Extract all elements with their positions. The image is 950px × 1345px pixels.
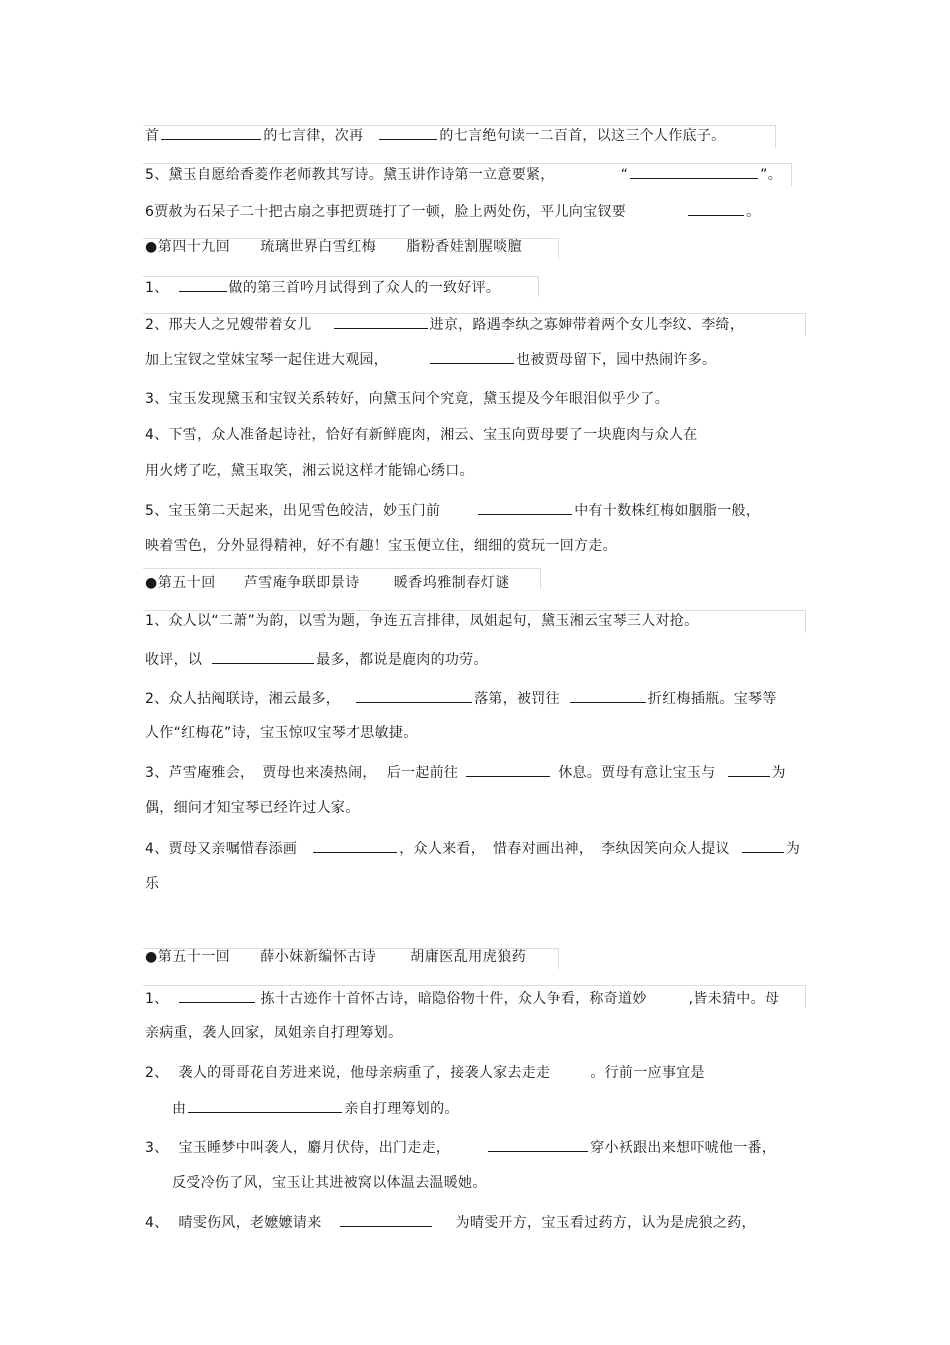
text-line xyxy=(145,722,418,744)
line-text: 反受冷伤了风，宝玉让其进被窝以体温去温暖她。 xyxy=(172,1175,487,1191)
fill-blank[interactable] xyxy=(188,1097,342,1113)
text-line xyxy=(145,200,760,222)
line-text: “ xyxy=(620,167,629,183)
line-text: 进京，路遇李纨之寡婶带着两个女儿李纹、李绮， xyxy=(429,317,745,333)
fill-blank[interactable] xyxy=(334,313,428,329)
fill-blank[interactable] xyxy=(356,687,472,703)
fill-blank[interactable] xyxy=(466,761,550,777)
line-text: 1、 xyxy=(145,991,169,1007)
line-text: 映着雪色，分外显得精神，好不有趣！宝玉便立住，细细的赏玩一回方走。 xyxy=(145,538,617,554)
line-text: 折红梅插瓶。宝琴等 xyxy=(647,691,777,707)
chapter-title: 胡庸医乱用虎狼药 xyxy=(410,949,527,965)
fill-blank[interactable] xyxy=(478,499,572,515)
chapter-number: ●第四十九回 xyxy=(145,239,231,255)
text-line xyxy=(145,313,744,335)
text-line xyxy=(172,1097,459,1119)
line-text: 1、众人以“二萧”为韵，以雪为题，争连五言排律，凤姐起句，黛玉湘云宝琴三人对抢。 xyxy=(145,613,699,629)
line-text: ，众人来看， xyxy=(399,841,486,857)
text-line xyxy=(145,499,760,521)
text-line xyxy=(145,276,500,298)
line-text: 首 xyxy=(145,128,160,144)
text-line xyxy=(145,610,698,632)
line-text: 为 xyxy=(771,765,786,781)
line-text: 拣十古迹作十首怀古诗，暗隐俗物十件，众人争看，称奇道妙 xyxy=(260,991,647,1007)
text-line xyxy=(145,388,669,410)
line-text: 5、宝玉第二天起来，出见雪色皎洁，妙玉门前 xyxy=(145,503,441,519)
line-text: 为晴雯开方，宝玉看过药方，认为是虎狼之药， xyxy=(455,1215,756,1231)
text-line xyxy=(145,1062,705,1084)
line-text: 最多，都说是鹿肉的功劳。 xyxy=(316,652,488,668)
text-line xyxy=(145,424,698,446)
line-text: 5、黛玉自愿给香菱作老师教其写诗。黛玉讲作诗第一立意要紧， xyxy=(145,167,555,183)
line-text: 3、 xyxy=(145,1140,169,1156)
fill-blank[interactable] xyxy=(313,837,397,853)
line-text: 4、下雪，众人准备起诗社，恰好有新鲜鹿肉，湘云、宝玉向贾母要了一块鹿肉与众人在 xyxy=(145,427,698,443)
line-text: 后一起前往 xyxy=(386,765,459,781)
fill-blank[interactable] xyxy=(340,1211,432,1227)
line-text: 亲病重，袭人回家，凤姐亲自打理筹划。 xyxy=(145,1025,403,1041)
line-text: 4、贾母又亲嘱惜春添画 xyxy=(145,841,298,857)
fill-blank[interactable] xyxy=(630,163,758,179)
line-text: 3、芦雪庵雅会， xyxy=(145,765,255,781)
line-text: 2、邢夫人之兄嫂带着女儿 xyxy=(145,317,312,333)
text-line xyxy=(145,1022,402,1044)
line-text: 。 xyxy=(746,204,761,220)
line-text: 也被贾母留下，园中热闹许多。 xyxy=(516,352,717,368)
line-text: 的七言律，次再 xyxy=(263,128,364,144)
line-text: 人作“红梅花”诗，宝玉惊叹宝琴才思敏捷。 xyxy=(145,725,418,741)
text-line xyxy=(145,797,360,819)
fill-blank[interactable] xyxy=(379,124,437,140)
line-text: 惜春对画出神， xyxy=(493,841,594,857)
text-line xyxy=(172,1172,487,1194)
fill-blank[interactable] xyxy=(179,276,227,292)
line-text: 落第，被罚往 xyxy=(474,691,560,707)
text-line xyxy=(145,1211,756,1233)
text-line xyxy=(145,987,779,1009)
chapter-number: ●第五十一回 xyxy=(145,949,231,965)
fill-blank[interactable] xyxy=(742,837,784,853)
chapter-title: 脂粉香娃割腥啖膻 xyxy=(406,239,523,255)
line-text: 2、 xyxy=(145,1065,169,1081)
fill-blank[interactable] xyxy=(161,124,261,140)
line-text: 由 xyxy=(172,1101,187,1117)
line-text: 做的第三首吟月试得到了众人的一致好评。 xyxy=(228,280,501,296)
line-text: 加上宝钗之堂妹宝琴一起住进大观园， xyxy=(145,352,389,368)
text-line xyxy=(145,837,800,859)
text-line xyxy=(145,873,159,895)
line-text: ,皆未猜中。母 xyxy=(688,991,780,1007)
chapter-heading xyxy=(145,572,510,594)
chapter-heading xyxy=(145,236,522,258)
line-text: 收评，以 xyxy=(145,652,203,668)
line-text: 乐 xyxy=(145,876,160,892)
line-text: 中有十数株红梅如胭脂一般， xyxy=(574,503,761,519)
line-text: 宝玉睡梦中叫袭人，麝月伏侍，出门走走， xyxy=(178,1140,451,1156)
chapter-title: 琉璃世界白雪红梅 xyxy=(260,239,377,255)
line-text: 晴雯伤风，老嬷嬷请来 xyxy=(178,1215,322,1231)
line-text: 袭人的哥哥花自芳进来说，他母亲病重了，接袭人家去走走 xyxy=(178,1065,551,1081)
fill-blank[interactable] xyxy=(570,687,646,703)
line-text: 休息。贾母有意让宝玉与 xyxy=(558,765,716,781)
fill-blank[interactable] xyxy=(179,987,255,1003)
line-text: 4、 xyxy=(145,1215,169,1231)
text-line xyxy=(145,163,782,185)
chapter-title: 芦雪庵争联即景诗 xyxy=(243,575,360,591)
text-line xyxy=(145,761,786,783)
line-text: 的七言绝句读一二百首，以这三个人作底子。 xyxy=(439,128,726,144)
text-line xyxy=(145,687,777,709)
fill-blank[interactable] xyxy=(488,1136,588,1152)
line-text: 李纨因笑向众人提议 xyxy=(601,841,730,857)
text-line xyxy=(145,535,617,557)
text-line xyxy=(145,348,716,370)
line-text: 偶，细问才知宝琴已经许过人家。 xyxy=(145,800,360,816)
fill-blank[interactable] xyxy=(212,648,314,664)
line-text: 2、众人拈阄联诗，湘云最多， xyxy=(145,691,341,707)
line-text: 用火烤了吃，黛玉取笑，湘云说这样才能锦心绣口。 xyxy=(145,463,474,479)
line-text: ”。 xyxy=(760,167,783,183)
line-text: 为 xyxy=(785,841,801,857)
chapter-title: 暖香坞雅制春灯谜 xyxy=(393,575,510,591)
fill-blank[interactable] xyxy=(430,348,514,364)
text-line xyxy=(145,460,474,482)
line-text: 。行前一应事宜是 xyxy=(590,1065,705,1081)
chapter-heading xyxy=(145,946,526,968)
text-line xyxy=(145,1136,776,1158)
chapter-title: 薛小妹新编怀古诗 xyxy=(260,949,377,965)
line-text: 1、 xyxy=(145,280,169,296)
fill-blank[interactable] xyxy=(688,200,744,216)
chapter-number: ●第五十回 xyxy=(145,575,216,591)
line-text: 6贾赦为石呆子二十把古扇之事把贾琏打了一顿，脸上两处伤，平儿向宝钗要 xyxy=(145,204,627,220)
line-text: 穿小袄跟出来想吓唬他一番， xyxy=(590,1140,777,1156)
line-text: 亲自打理筹划的。 xyxy=(344,1101,459,1117)
line-text: 3、宝玉发现黛玉和宝钗关系转好，向黛玉问个究竟，黛玉提及今年眼泪似乎少了。 xyxy=(145,391,670,407)
line-text: 贾母也来凑热闹， xyxy=(262,765,377,781)
text-line xyxy=(145,648,488,670)
fill-blank[interactable] xyxy=(728,761,770,777)
text-line xyxy=(145,124,725,146)
